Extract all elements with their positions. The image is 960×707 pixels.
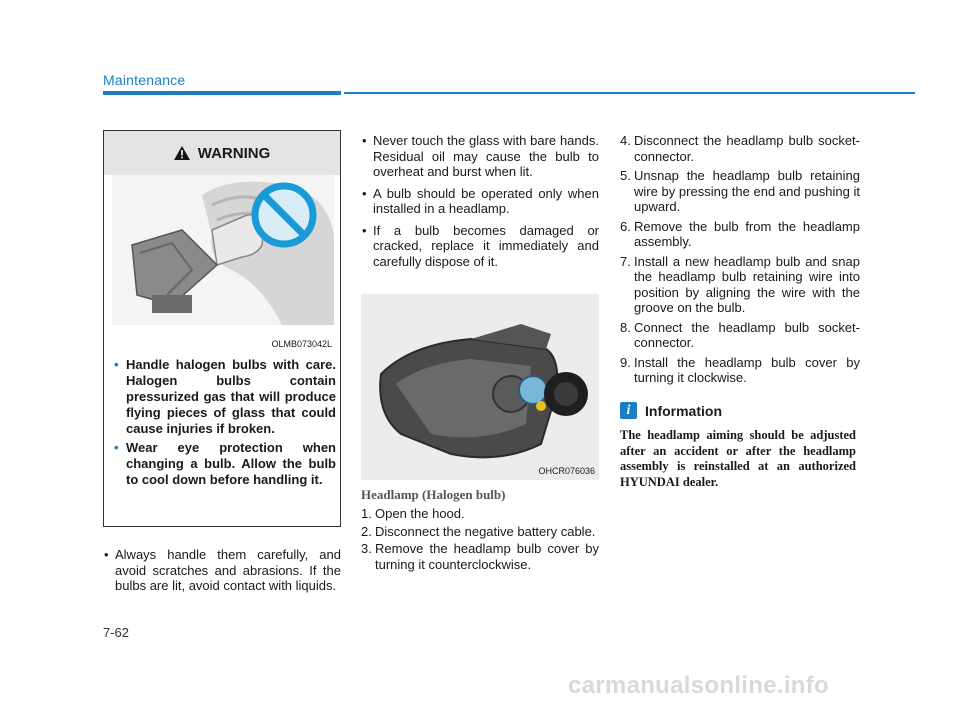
warning-list bbox=[114, 357, 336, 491]
list-item: • A bulb should be operated only when installed in a headlamp. bbox=[362, 185, 599, 216]
warning-triangle-icon bbox=[174, 146, 190, 160]
procedure-steps-part2 bbox=[620, 133, 860, 390]
procedure-steps-part1 bbox=[361, 506, 599, 574]
halogen-bulb-illustration bbox=[112, 175, 334, 325]
step-item: 3. Remove the headlamp bulb cover by turning it counterclockwise. bbox=[361, 541, 599, 572]
step-item: 9. Install the headlamp bulb cover by turning it clockwise. bbox=[620, 354, 860, 385]
headlamp-assembly-illustration bbox=[361, 294, 599, 480]
watermark: carmanualsonline.info bbox=[568, 672, 830, 699]
warning-item: • Wear eye protection when changing a bulb. Allow the bulb to cool down before handling it. bbox=[114, 440, 336, 487]
step-item: 2. Disconnect the negative battery cable. bbox=[361, 523, 596, 539]
step-item: 1. Open the hood. bbox=[361, 506, 465, 521]
middle-bullet-list bbox=[361, 133, 599, 275]
information-heading bbox=[620, 402, 722, 419]
list-item: • Never touch the glass with bare hands. Residual oil may cause the bulb to overheat and burst when lit. bbox=[362, 133, 599, 179]
warning-header bbox=[104, 131, 340, 175]
list-item: • Always handle them carefully, and avoid scratches and abrasions. If the bulbs are lit, avoid contact with liquids. bbox=[104, 547, 341, 593]
header-rule-thin bbox=[344, 92, 915, 94]
image-code: OHCR076036 bbox=[538, 466, 595, 476]
warning-box bbox=[103, 130, 341, 527]
information-body: The headlamp aiming should be adjusted after an accident or after the headlamp assembly is reinstalled at an authorized HYUNDAI dealer. bbox=[620, 428, 856, 489]
page-number: 7-62 bbox=[103, 625, 130, 640]
step-item: 6. Remove the bulb from the headlamp assembly. bbox=[620, 218, 860, 249]
step-item: 7. Install a new headlamp bulb and snap the headlamp bulb retaining wire into position by aligning the wire with the groove on the bulb. bbox=[620, 253, 860, 315]
warning-title: WARNING bbox=[197, 144, 271, 162]
step-item: 4. Disconnect the headlamp bulb socket-connector. bbox=[620, 133, 860, 164]
warning-item: • Handle halogen bulbs with care. Halogen bulbs contain pressurized gas that will produce flying pieces of glass that could cause injuries if broken. bbox=[114, 357, 336, 436]
section-title: Maintenance bbox=[103, 72, 186, 88]
info-icon: i bbox=[620, 402, 637, 419]
information-title: Information bbox=[645, 402, 722, 419]
image-code: OLMB073042L bbox=[271, 339, 332, 349]
step-item: 5. Unsnap the headlamp bulb retaining wire by pressing the end and pushing it upward. bbox=[620, 168, 860, 214]
step-item: 8. Connect the headlamp bulb socket-connector. bbox=[620, 319, 860, 350]
header-rule-thick bbox=[103, 91, 341, 95]
left-bullet-list bbox=[103, 547, 341, 600]
procedure-heading: Headlamp (Halogen bulb) bbox=[361, 487, 506, 502]
list-item: • If a bulb becomes damaged or cracked, replace it immediately and carefully dispose of it. bbox=[362, 222, 599, 269]
